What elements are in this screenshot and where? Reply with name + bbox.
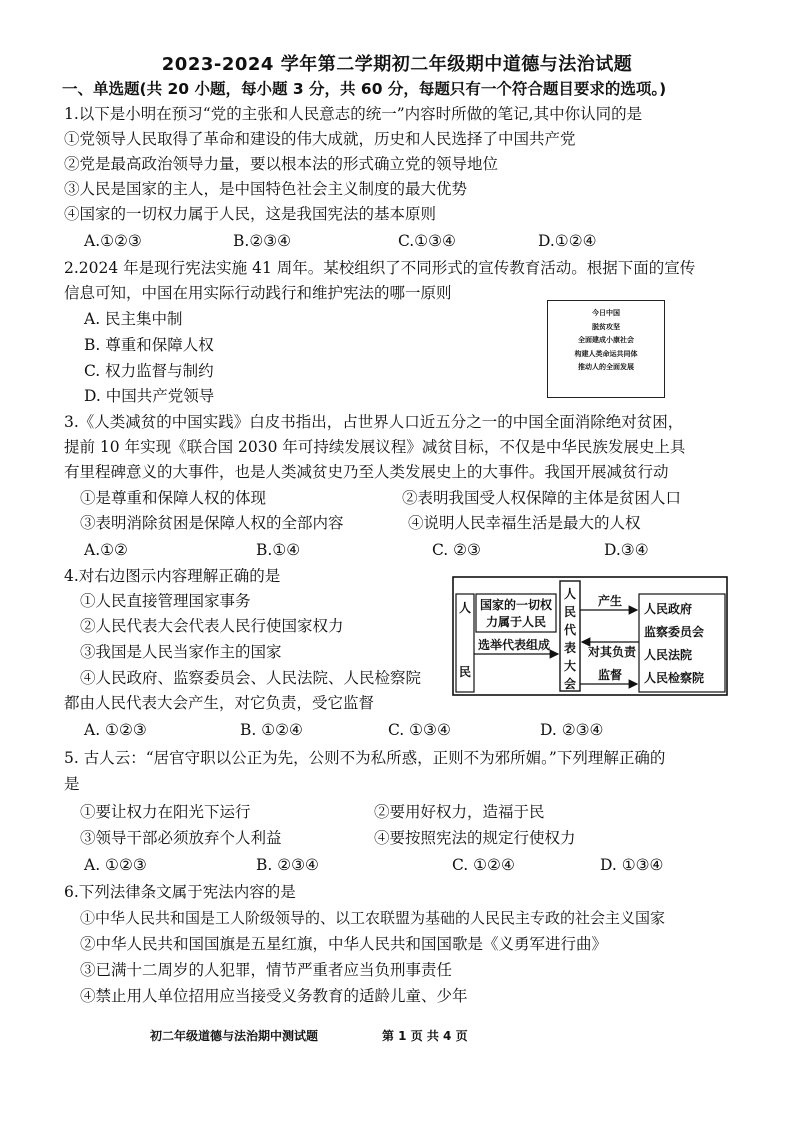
q5-item: ③领导干部必须放弃个人利益 <box>80 829 282 847</box>
footer-page-number: 第 1 页 共 4 页 <box>382 1029 468 1043</box>
q3-item: ①是尊重和保障人权的体现 <box>80 489 267 507</box>
q5-option-d: D. ①③④ <box>600 856 664 874</box>
poster-line: 今日中国 <box>592 309 620 317</box>
npc-char: 民 <box>564 605 577 619</box>
principle-line: 国家的一切权 <box>480 598 553 612</box>
q6-item: ①中华人民共和国是工人阶级领导的、以工农联盟为基础的人民民主专政的社会主义国家 <box>80 909 666 927</box>
q5-item: ④要按照宪法的规定行使权力 <box>374 829 576 847</box>
poster-line: 全面建成小康社会 <box>578 336 634 344</box>
q5-stem: 5. 古人云：“居官守职以公正为先，公则不为私所惑，正则不为邪所媚。”下列理解正确的 <box>64 749 666 767</box>
q4-option-b: B. ①②④ <box>240 721 303 739</box>
section-header: 一、单选题(共 20 小题，每小题 3 分，共 60 分，每题只有一个符合题目要求的选项。) <box>62 80 667 98</box>
elect-label: 选举代表组成 <box>478 638 551 652</box>
people-char: 人 <box>459 601 472 615</box>
q2-option-d: D. 中国共产党领导 <box>84 387 215 405</box>
q5-option-a: A. ①②③ <box>84 856 147 874</box>
q3-stem: 提前 10 年实现《联合国 2030 年可持续发展议程》减贫目标，不仅是中华民族发展史上具 <box>64 438 686 456</box>
q1-item: ②党是最高政治领导力量，要以根本法的形式确立党的领导地位 <box>64 155 499 173</box>
exam-title: 2023-2024 学年第二学期初二年级期中道德与法治试题 <box>161 54 633 75</box>
q3-stem: 3.《人类减贫的中国实践》白皮书指出，占世界人口近五分之一的中国全面消除绝对贫困， <box>64 413 684 431</box>
organ-label: 人民检察院 <box>644 671 705 685</box>
q4-option-a: A. ①②③ <box>84 721 147 739</box>
npc-char: 大 <box>564 659 577 673</box>
q3-item: ④说明人民幸福生活是最大的人权 <box>408 514 641 532</box>
q1-option-d: D.①②④ <box>538 232 597 250</box>
poster-line: 推动人的全面发展 <box>578 363 634 371</box>
q3-stem: 有里程碑意义的大事件，也是人类减贫史乃至人类发展史上的大事件。我国开展减贫行动 <box>64 463 669 481</box>
q1-option-b: B.②③④ <box>233 232 292 250</box>
q5-option-b: B. ②③④ <box>256 856 319 874</box>
q1-item: ③人民是国家的主人，是中国特色社会主义制度的最大优势 <box>64 180 468 198</box>
q1-stem: 1.以下是小明在预习“党的主张和人民意志的统一”内容时所做的笔记,其中你认同的是 <box>64 105 643 123</box>
q2-poster <box>547 300 665 398</box>
q4-option-c: C. ①③④ <box>388 721 451 739</box>
q1-item: ④国家的一切权力属于人民，这是我国宪法的基本原则 <box>64 205 437 223</box>
q2-option-a: A. 民主集中制 <box>84 310 183 328</box>
q3-option-c: C. ②③ <box>432 541 481 559</box>
people-char: 民 <box>459 665 472 679</box>
q4-stem: 4.对右边图示内容理解正确的是 <box>64 567 281 585</box>
q4-item: ③我国是人民当家作主的国家 <box>80 643 282 661</box>
footer-exam-name: 初二年级道德与法治期中测试题 <box>150 1029 319 1043</box>
q4-item: ④人民政府、监察委员会、人民法院、人民检察院 <box>80 669 422 687</box>
q6-item: ②中华人民共和国国旗是五星红旗，中华人民共和国国歌是《义勇军进行曲》 <box>80 935 608 953</box>
q6-item: ③已满十二周岁的人犯罪，情节严重者应当负刑事责任 <box>80 961 453 979</box>
q2-option-b: B. 尊重和保障人权 <box>84 336 214 354</box>
produce-label: 产生 <box>598 594 623 608</box>
npc-char: 人 <box>564 587 577 601</box>
q2-stem: 信息可知，中国在用实际行动践行和维护宪法的哪一原则 <box>64 284 452 302</box>
q4-item: ①人民直接管理国家事务 <box>80 592 251 610</box>
poster-line: 脱贫攻坚 <box>592 322 620 331</box>
q1-option-c: C.①③④ <box>398 232 456 250</box>
q3-option-b: B.①④ <box>256 541 301 559</box>
q1-item: ①党领导人民取得了革命和建设的伟大成就，历史和人民选择了中国共产党 <box>64 130 576 148</box>
q2-option-c: C. 权力监督与制约 <box>84 362 214 380</box>
q6-item: ④禁止用人单位招用应当接受义务教育的适龄儿童、少年 <box>80 987 468 1005</box>
organ-label: 人民法院 <box>644 648 693 662</box>
q5-item: ①要让权力在阳光下运行 <box>80 803 251 821</box>
q3-item: ③表明消除贫困是保障人权的全部内容 <box>80 514 344 532</box>
q6-stem: 6.下列法律条文属于宪法内容的是 <box>64 883 296 901</box>
q3-option-a: A.①② <box>84 541 128 559</box>
responsible-label: 对其负责 <box>588 645 637 659</box>
q1-option-a: A.①②③ <box>84 232 142 250</box>
npc-char: 代 <box>564 623 577 637</box>
q3-item: ②表明我国受人权保障的主体是贫困人口 <box>402 489 682 507</box>
q5-stem: 是 <box>64 775 80 793</box>
npc-char: 表 <box>564 641 577 655</box>
q4-diagram <box>452 576 732 698</box>
q4-item-continuation: 都由人民代表大会产生，对它负责，受它监督 <box>64 694 375 712</box>
npc-char: 会 <box>564 677 577 691</box>
q5-item: ②要用好权力，造福于民 <box>374 803 545 821</box>
q4-item: ②人民代表大会代表人民行使国家权力 <box>80 617 344 635</box>
q5-option-c: C. ①②④ <box>452 856 515 874</box>
q4-option-d: D. ②③④ <box>540 721 604 739</box>
supervise-label: 监督 <box>598 668 623 682</box>
organ-label: 监察委员会 <box>644 625 705 639</box>
poster-line: 构建人类命运共同体 <box>574 349 638 358</box>
q3-option-d: D.③④ <box>604 541 649 559</box>
organ-label: 人民政府 <box>644 602 693 616</box>
q2-stem: 2.2024 年是现行宪法实施 41 周年。某校组织了不同形式的宣传教育活动。根据下面的宣传 <box>64 259 696 277</box>
principle-line: 力属于人民 <box>486 615 547 629</box>
